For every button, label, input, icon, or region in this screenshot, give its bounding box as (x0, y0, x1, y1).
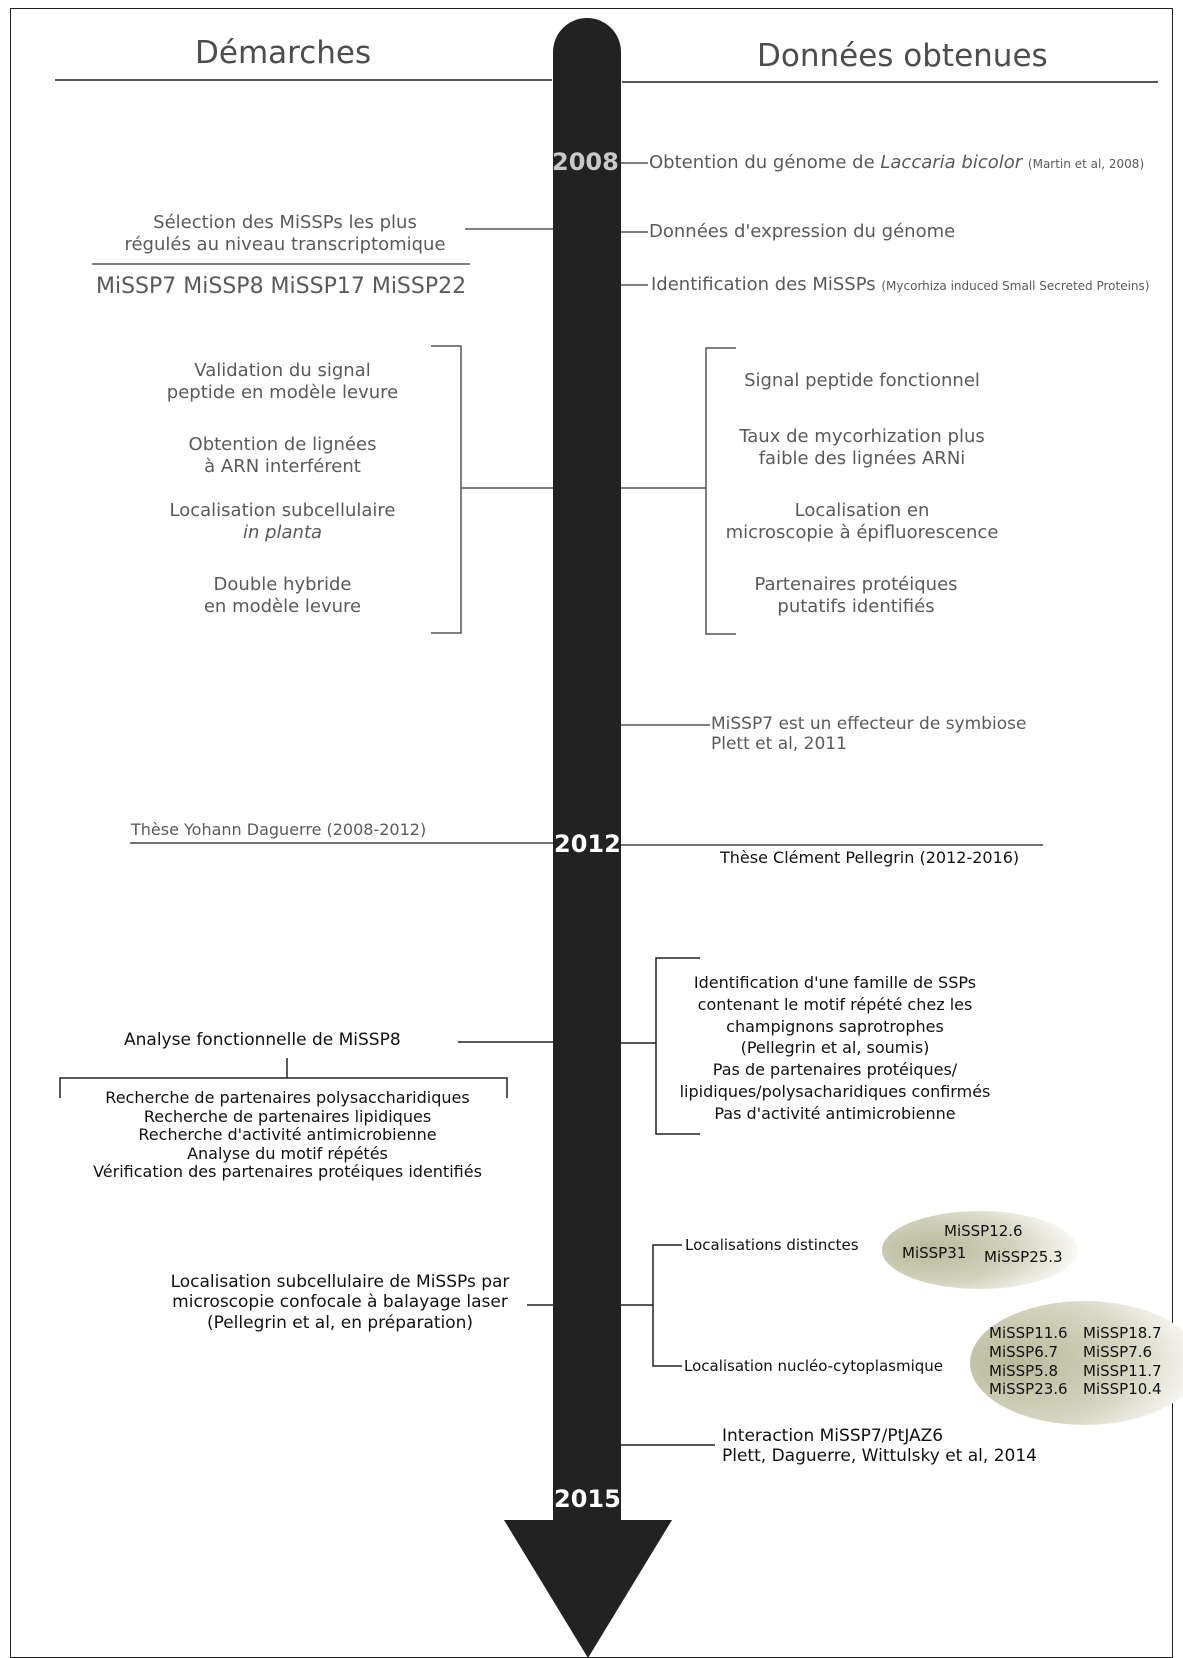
distinct-missp-3: MiSSP25.3 (984, 1248, 1063, 1266)
left-step-4: Double hybride en modèle levure (203, 574, 362, 617)
right-result-4: Partenaires protéiques putatifs identifiés (754, 574, 958, 617)
genome-item: Obtention du génome de Laccaria bicolor (Martin et al, 2008) (649, 152, 1145, 173)
left-step-1: Validation du signal peptide en modèle levure (166, 360, 399, 403)
right-result-1: Signal peptide fonctionnel (744, 370, 980, 391)
distinct-label: Localisations distinctes (685, 1236, 859, 1254)
right-result-2: Taux de mycorhization plus faible des lignées ARNi (739, 426, 985, 469)
left-step-3: Localisation subcellulaire in planta (169, 500, 396, 543)
left-bracket-1 (431, 346, 461, 633)
year-2012: 2012 (554, 830, 621, 858)
distinct-missp-1: MiSSP12.6 (944, 1222, 1023, 1240)
thesis-left: Thèse Yohann Daguerre (2008-2012) (131, 820, 427, 839)
expression-item: Données d'expression du génome (649, 221, 956, 242)
missp8-items: Recherche de partenaires polysaccharidiques Recherche de partenaires lipidiques Recherche d'activité antimicrobienne Analyse du motif répétés Vérification des partenaires protéiques identifiés (93, 1088, 482, 1181)
year-2008: 2008 (552, 148, 619, 176)
missp8-title: Analyse fonctionnelle de MiSSP8 (124, 1030, 401, 1050)
selected-missps: MiSSP7 MiSSP8 MiSSP17 MiSSP22 (96, 274, 467, 299)
missp8-results: Identification d'une famille de SSPs contenant le motif répété chez les champignons saprotrophes (Pellegrin et al, soumis) Pas de partenaires protéiques/ lipidiques/polysacharidiques confirmés Pas d'activité antimicrobienne (679, 973, 991, 1123)
nucleo-label: Localisation nucléo-cytoplasmique (684, 1357, 943, 1375)
confocal-text: Localisation subcellulaire de MiSSPs par microscopie confocale à balayage laser (Pellegrin et al, en préparation) (170, 1272, 510, 1333)
nucleo-missps: MiSSP11.6 MiSSP18.7 MiSSP6.7 MiSSP7.6 MiSSP5.8 MiSSP11.7 MiSSP23.6 MiSSP10.4 (989, 1324, 1162, 1399)
missp-identification-item: Identification des MiSSPs (Mycorhiza induced Small Secreted Proteins) (651, 274, 1150, 295)
year-2015: 2015 (554, 1485, 621, 1513)
thesis-right: Thèse Clément Pellegrin (2012-2016) (720, 848, 1020, 867)
effector-text: MiSSP7 est un effecteur de symbiose Plett et al, 2011 (711, 714, 1027, 755)
left-step-2: Obtention de lignées à ARN interférent (188, 434, 377, 477)
interaction-text: Interaction MiSSP7/PtJAZ6 Plett, Daguerre, Wittulsky et al, 2014 (722, 1426, 1037, 1467)
header-right: Données obtenues (757, 38, 1048, 74)
timeline-arrowhead (504, 1520, 672, 1658)
header-left: Démarches (195, 35, 372, 71)
distinct-missp-2: MiSSP31 (902, 1244, 967, 1262)
right-result-3: Localisation en microscopie à épifluorescence (725, 500, 999, 543)
selection-text: Sélection des MiSSPs les plus régulés au niveau transcriptomique (124, 212, 446, 255)
